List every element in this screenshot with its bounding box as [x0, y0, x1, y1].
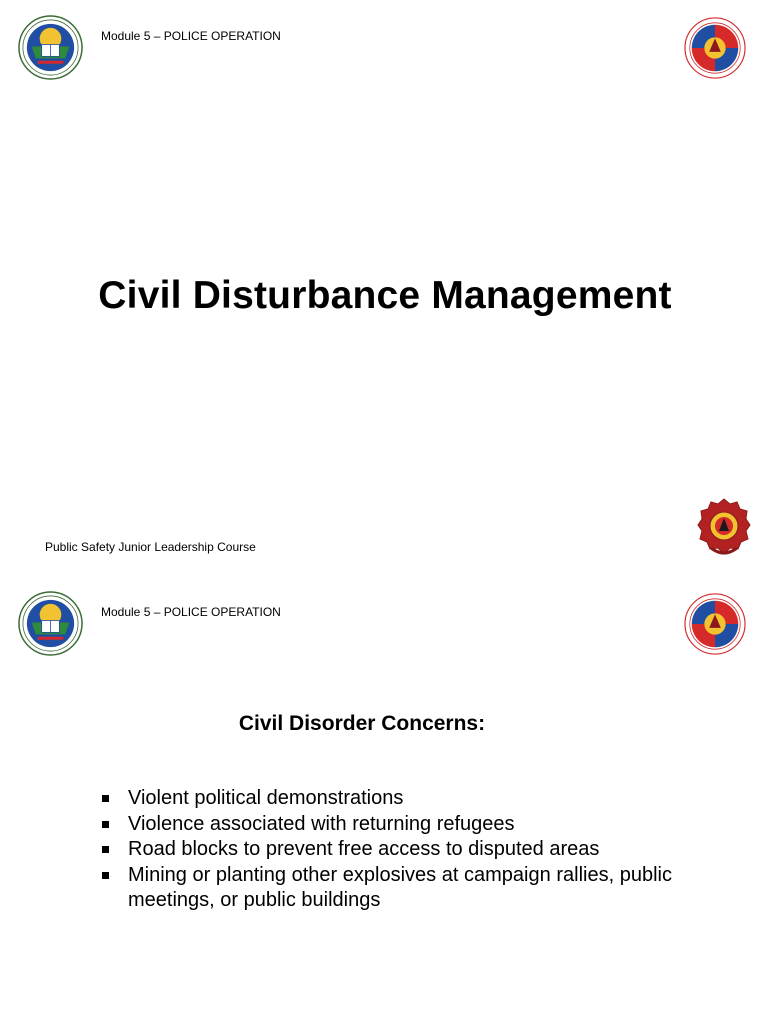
pnp-badge-icon [697, 498, 751, 560]
list-item [102, 837, 672, 863]
bullet-icon [102, 821, 109, 828]
module-label: Module 5 – POLICE OPERATION [101, 29, 281, 43]
section-heading: Civil Disorder Concerns: [238, 712, 486, 735]
police-training-institute-seal-icon [684, 17, 746, 79]
list-item-text: Violence associated with returning refugees [128, 812, 515, 835]
page-title: Civil Disturbance Management [98, 274, 672, 317]
list-item-text: Mining or planting other explosives at campaign rallies, public meetings, or public buildings [128, 863, 672, 911]
academy-seal-icon [18, 591, 83, 656]
module-label: Module 5 – POLICE OPERATION [101, 605, 281, 619]
academy-seal-icon [18, 15, 83, 80]
bullet-icon [102, 795, 109, 802]
course-label: Public Safety Junior Leadership Course [45, 540, 256, 554]
content-slide [0, 576, 768, 1024]
list-item [102, 786, 672, 812]
list-item [102, 863, 672, 914]
list-item [102, 812, 672, 838]
concerns-list [102, 786, 672, 914]
bullet-icon [102, 872, 109, 879]
police-training-institute-seal-icon [684, 593, 746, 655]
list-item-text: Road blocks to prevent free access to disputed areas [128, 838, 600, 860]
bullet-icon [102, 846, 109, 853]
list-item-text: Violent political demonstrations [128, 787, 404, 809]
